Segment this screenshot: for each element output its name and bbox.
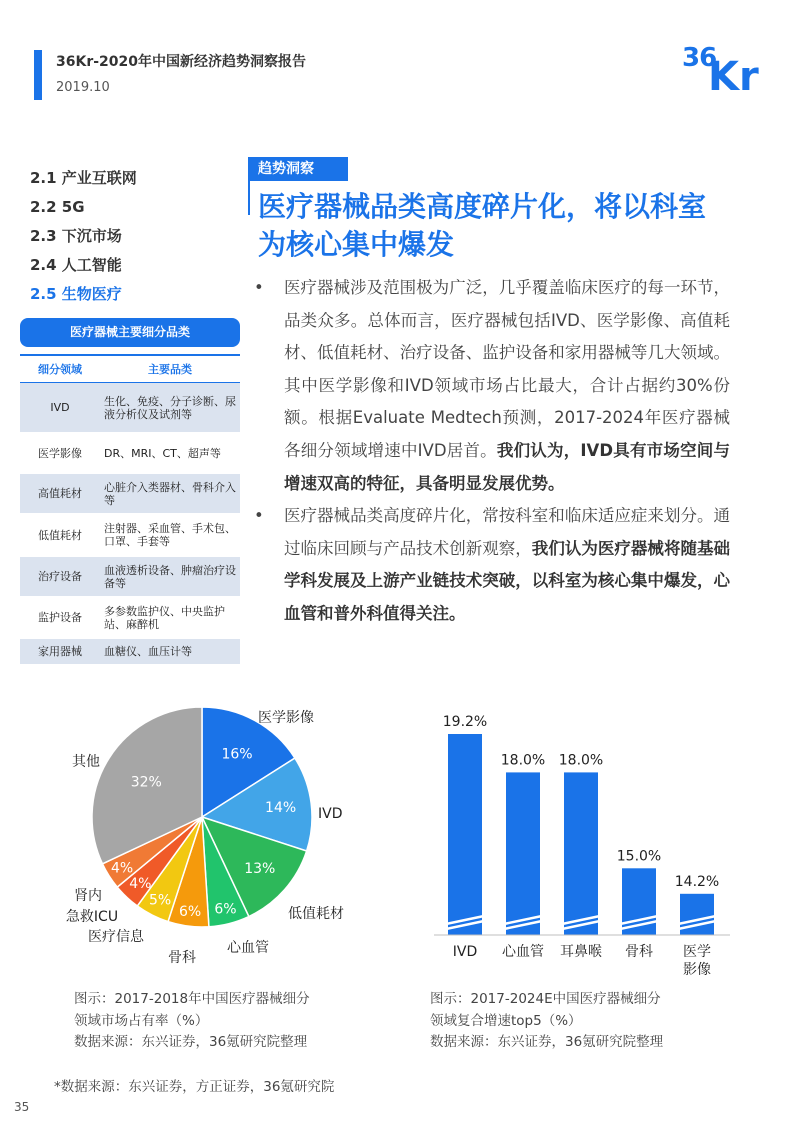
table-cell-category: 医学影像 [20, 433, 100, 474]
pie-category-label: 医疗信息 [88, 929, 144, 945]
table-row [20, 597, 240, 639]
pie-value-label: 13% [244, 860, 276, 877]
table-row [20, 639, 240, 665]
caption-line: 图示：2017-2024E中国医疗器械细分 [430, 991, 661, 1007]
pie-category-label: 低值耗材 [288, 906, 344, 922]
bar [564, 772, 598, 935]
header-accent-bar [34, 50, 42, 100]
table-cell-products: 多参数监护仪、中央监护站、麻醉机 [100, 597, 240, 639]
table-cell-category: 治疗设备 [20, 557, 100, 597]
pie-value-label: 6% [214, 901, 237, 918]
pie-category-label: 医学影像 [258, 710, 314, 726]
market-share-pie-chart [0, 690, 380, 980]
pie-category-label: 其他 [72, 754, 100, 770]
pie-value-label: 4% [110, 860, 134, 877]
bullet-bold-text: 我们认为医疗器械将随基础学科发展及上游产业链技术突破，以科室为核心集中爆发，心血管和普外科值得关注。 [284, 538, 731, 623]
table-header-segment: 细分领域 [20, 355, 100, 383]
bar [506, 772, 540, 935]
table-cell-products: 生化、免疫、分子诊断、尿液分析仪及试剂等 [100, 383, 240, 433]
table-cell-category: IVD [20, 383, 100, 433]
bullet-paragraph [250, 272, 730, 500]
bar-value-label: 18.0% [500, 752, 546, 769]
pie-value-label: 32% [130, 774, 162, 791]
bar [680, 894, 714, 935]
bullet-marker: • [254, 506, 264, 526]
nav-item-lower-tier-market[interactable]: 2.3 下沉市场 [30, 227, 122, 245]
pie-value-label: 4% [129, 875, 152, 892]
pie-value-label: 14% [265, 800, 297, 817]
data-source-note: *数据来源：东兴证券，方正证券，36氪研究院 [54, 1079, 335, 1095]
pie-chart-caption [74, 989, 310, 1054]
pie-value-label: 6% [178, 903, 202, 920]
bar-chart-caption [430, 989, 663, 1054]
section-headline: 医疗器械品类高度碎片化，将以科室为核心集中爆发 [258, 190, 707, 261]
bullet-bold-text: 我们认为，IVD具有市场空间与增速双高的特征，具备明显发展优势。 [284, 440, 730, 493]
nav-item-industrial-internet[interactable]: 2.1 产业互联网 [30, 169, 137, 187]
caption-line: 数据来源：东兴证券，36氪研究院整理 [74, 1034, 308, 1050]
bar-category-label: IVD [452, 944, 478, 960]
bar-category-label: 耳鼻喉 [560, 944, 602, 960]
table-cell-products: 注射器、采血管、手术包、口罩、手套等 [100, 514, 240, 557]
bullet-text: 医疗器械品类高度碎片化，常按科室和临床适应症来划分。通过临床回顾与产品技术创新观察， [284, 506, 730, 558]
table-cell-category: 高值耗材 [20, 474, 100, 514]
pie-category-label: 肾内 [74, 888, 102, 904]
nav-item-biomedical[interactable]: 2.5 生物医疗 [30, 285, 122, 303]
bar-value-label: 19.2% [442, 714, 488, 730]
bar-value-label: 14.2% [674, 873, 720, 890]
caption-line: 领域市场占有率（%） [74, 1012, 209, 1029]
table-cell-category: 低值耗材 [20, 514, 100, 557]
pie-category-label: 急救ICU [65, 909, 119, 925]
bar [448, 734, 482, 935]
tag-accent-line [248, 181, 250, 215]
bar-category-label: 骨科 [625, 944, 653, 960]
nav-item-ai[interactable]: 2.4 人工智能 [30, 256, 122, 274]
table-cell-products: 血液透析设备、肿瘤治疗设备等 [100, 557, 240, 597]
table-cell-category: 监护设备 [20, 597, 100, 639]
table-row [20, 514, 240, 557]
table-row [20, 557, 240, 597]
table-row [20, 433, 240, 474]
nav-item-5g[interactable]: 2.2 5G [30, 198, 85, 216]
bar-category-label: 医学影像 [683, 944, 711, 978]
report-title: 36Kr-2020年中国新经济趋势洞察报告 [56, 54, 307, 70]
pie-value-label: 16% [221, 746, 253, 763]
caption-line: 数据来源：东兴证券，36氪研究院整理 [430, 1034, 664, 1050]
caption-line: 领域复合增速top5（%） [430, 1012, 582, 1029]
caption-line: 图示：2017-2018年中国医疗器械细分 [74, 991, 310, 1007]
table-cell-products: 心脏介入类器材、骨科介入等 [100, 474, 240, 514]
36kr-logo [682, 38, 766, 94]
table-row [20, 474, 240, 514]
bar-value-label: 15.0% [616, 848, 662, 865]
pie-value-label: 5% [148, 892, 172, 909]
table-cell-products: DR、MRI、CT、超声等 [100, 433, 240, 474]
section-nav [30, 166, 230, 311]
bullet-paragraph [250, 500, 730, 630]
table-row [20, 383, 240, 433]
pie-category-label: 骨科 [168, 950, 196, 966]
svg-text:Kr: Kr [708, 54, 759, 94]
pie-category-label: IVD [318, 806, 343, 822]
page-number: 35 [14, 1100, 30, 1114]
trend-insight-tag: 趋势洞察 [248, 157, 348, 181]
svg-text:36: 36 [682, 43, 717, 73]
bullet-marker: • [254, 278, 264, 297]
category-table [20, 354, 240, 665]
pie-category-label: 心血管 [227, 940, 269, 956]
table-header-products: 主要品类 [100, 355, 240, 383]
table-cell-category: 家用器械 [20, 639, 100, 665]
bar-category-label: 心血管 [502, 944, 544, 960]
bullet-text: 医疗器械涉及范围极为广泛，几乎覆盖临床医疗的每一环节，品类众多。总体而言，医疗器械包括IVD、医学影像、高值耗材、低值耗材、治疗设备、监护设备和家用器械等几大领域。其中医学影像和IVD领域市场占比最大，合计占据约30%份额。根据Evaluate Medtech预测，2017-2024年医疗器械各细分领域增速中IVD居首。 [284, 278, 730, 460]
body-text [250, 272, 730, 631]
report-date: 2019.10 [56, 80, 110, 95]
table-cell-products: 血糖仪、血压计等 [100, 639, 240, 665]
growth-rate-bar-chart [420, 690, 740, 990]
bar-value-label: 18.0% [558, 752, 604, 769]
category-table-title: 医疗器械主要细分品类 [20, 318, 240, 347]
